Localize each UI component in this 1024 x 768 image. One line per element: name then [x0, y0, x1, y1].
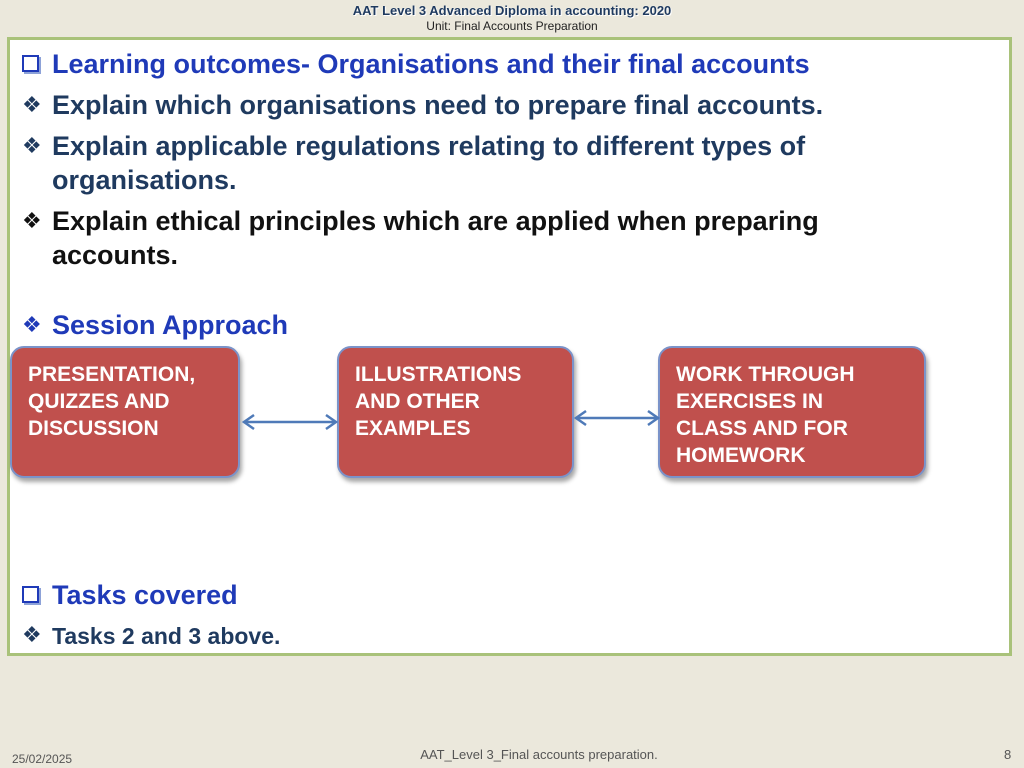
- bullet-item: ❖ Explain ethical principles which are applied when preparing: [22, 206, 819, 236]
- session-approach-heading: ❖ Session Approach: [22, 310, 289, 340]
- tasks-heading: Tasks covered: [22, 578, 238, 612]
- tasks-item: ❖ Tasks 2 and 3 above.: [22, 618, 280, 653]
- bullet-item: ❖ Explain which organisations need to prepare final accounts.: [22, 90, 824, 120]
- double-arrow-icon: [240, 410, 340, 434]
- checkbox-square-icon: [22, 578, 52, 612]
- page-number: 8: [1004, 747, 1012, 762]
- heading-text: Learning outcomes- Organisations and their final accounts: [52, 49, 810, 79]
- diamond-bullet-icon: ❖: [22, 92, 42, 117]
- approach-box-illustrations: ILLUSTRATIONS AND OTHER EXAMPLES: [337, 346, 574, 478]
- footer-date: 25/02/2025: [12, 752, 73, 766]
- slide-title: AAT Level 3 Advanced Diploma in accounting: 2020: [352, 3, 672, 18]
- slide-subtitle: Unit: Final Accounts Preparation: [426, 19, 598, 33]
- approach-box-presentation: PRESENTATION, QUIZZES AND DISCUSSION: [10, 346, 240, 478]
- checkbox-square-icon: [22, 47, 52, 81]
- bullet-item: ❖ Explain applicable regulations relating to different types of: [22, 131, 806, 161]
- diamond-bullet-icon: ❖: [22, 312, 42, 337]
- bullet-continuation: accounts.: [52, 240, 179, 270]
- double-arrow-icon: [572, 406, 662, 430]
- approach-box-work-through: WORK THROUGH EXERCISES IN CLASS AND FOR HOMEWORK: [658, 346, 926, 478]
- learning-outcomes-heading: [22, 47, 810, 81]
- diamond-bullet-icon: ❖: [22, 208, 42, 233]
- diamond-bullet-icon: ❖: [22, 622, 42, 647]
- slide-header: [0, 3, 1024, 33]
- footer-title: AAT_Level 3_Final accounts preparation.: [420, 747, 658, 762]
- diamond-bullet-icon: ❖: [22, 133, 42, 158]
- bullet-continuation: organisations.: [52, 165, 237, 195]
